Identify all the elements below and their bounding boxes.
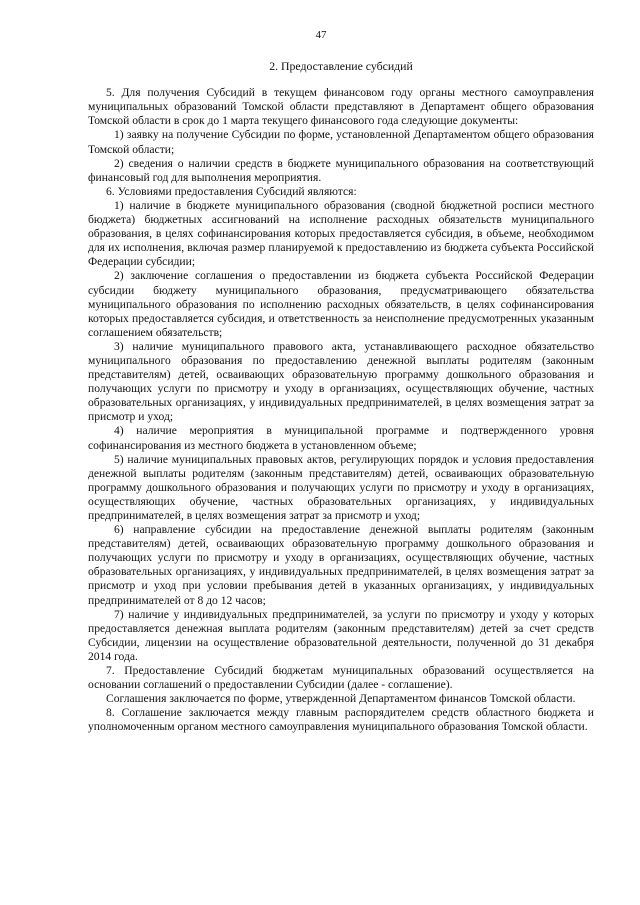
paragraph-5-item-2: 2) сведения о наличии средств в бюджете муниципального образования на соответствующий финансовый год для выполнения мероприятия. [88, 156, 594, 184]
paragraph-6-item-6: 6) направление субсидии на предоставление денежной выплаты родителям (законным представителям) детей, осваивающих образовательную программу дошкольного образования и получающих услуги по присмотру и уходу в организациях, осуществляющих обучение, частных образовательных организациях, у индивидуальных предпринимателей, в целях возмещения затрат за присмотр и уход при условии пребывания детей в указанных организациях, у индивидуальных предпринимателей от 8 до 12 часов; [88, 523, 594, 607]
section-title: 2. Предоставление субсидий [269, 59, 413, 74]
paragraph-5-item-1: 1) заявку на получение Субсидии по форме, установленной Департаментом общего образования Томской области; [88, 128, 594, 156]
paragraph-6-item-4: 4) наличие мероприятия в муниципальной программе и подтвержденного уровня софинансирования из местного бюджета в установленном объеме; [88, 424, 594, 452]
paragraph-6-item-2: 2) заключение соглашения о предоставлении из бюджета субъекта Российской Федерации субсидии бюджету муниципального образования, предусматривающего обязательства муниципального образования по исполнению расходных обязательств, в целях софинансирования которых предоставляется субсидия, и ответственность за неисполнение предусмотренных указанным соглашением обязательств; [88, 269, 594, 339]
paragraph-6-item-3: 3) наличие муниципального правового акта, устанавливающего расходное обязательство муниципального образования по предоставлению денежной выплаты родителям (законным представителям) детей, осваивающих образовательную программу дошкольного образования и получающих услуги по присмотру и уходу в организациях, осуществляющих обучение, частных образовательных организациях, у индивидуальных предпринимателей, в целях возмещения затрат за присмотр и уход; [88, 339, 594, 424]
paragraph-8: 8. Соглашение заключается между главным распорядителем средств областного бюджета и уполномоченным органом местного самоуправления муниципального образования Томской области. [88, 706, 594, 734]
paragraph-7-note: Соглашения заключается по форме, утвержденной Департаментом финансов Томской области. [106, 692, 576, 706]
paragraph-6: 6. Условиями предоставления Субсидий являются: [106, 184, 357, 198]
paragraph-6-item-1: 1) наличие в бюджете муниципального образования (сводной бюджетной росписи местного бюджета) бюджетных ассигнований на исполнение расходных обязательств муниципального образования, в целях софинансирования которых предоставляется субсидия, в объеме, необходимом для их исполнения, включая размер планируемой к предоставлению из бюджета субъекта Российской Федерации субсидии; [88, 198, 594, 269]
page-number: 47 [315, 29, 327, 41]
paragraph-6-item-5: 5) наличие муниципальных правовых актов, регулирующих порядок и условия предоставления денежной выплаты родителям (законным представителям) детей, осваивающих образовательную программу дошкольного образования и получающих услуги по присмотру и уходу в организациях, осуществляющих обучение, частных образовательных организациях, у индивидуальных предпринимателей, в целях возмещения затрат за присмотр и уход; [88, 452, 594, 522]
paragraph-6-item-7: 7) наличие у индивидуальных предпринимателей, за услуги по присмотру и уходу у которых предоставляется денежная выплата родителям (законным представителям) детей за счет средств Субсидии, лицензии на осуществление образовательной деятельности, полученной до 31 декабря 2014 года. [88, 607, 594, 663]
paragraph-5: 5. Для получения Субсидий в текущем финансовом году органы местного самоуправления муниципальных образований Томской области представляют в Департамент общего образования Томской области в срок до 1 марта текущего финансового года следующие документы: [88, 86, 594, 128]
paragraph-7: 7. Предоставление Субсидий бюджетам муниципальных образований осуществляется на основании соглашений о предоставлении Субсидии (далее - соглашение). [88, 664, 594, 692]
